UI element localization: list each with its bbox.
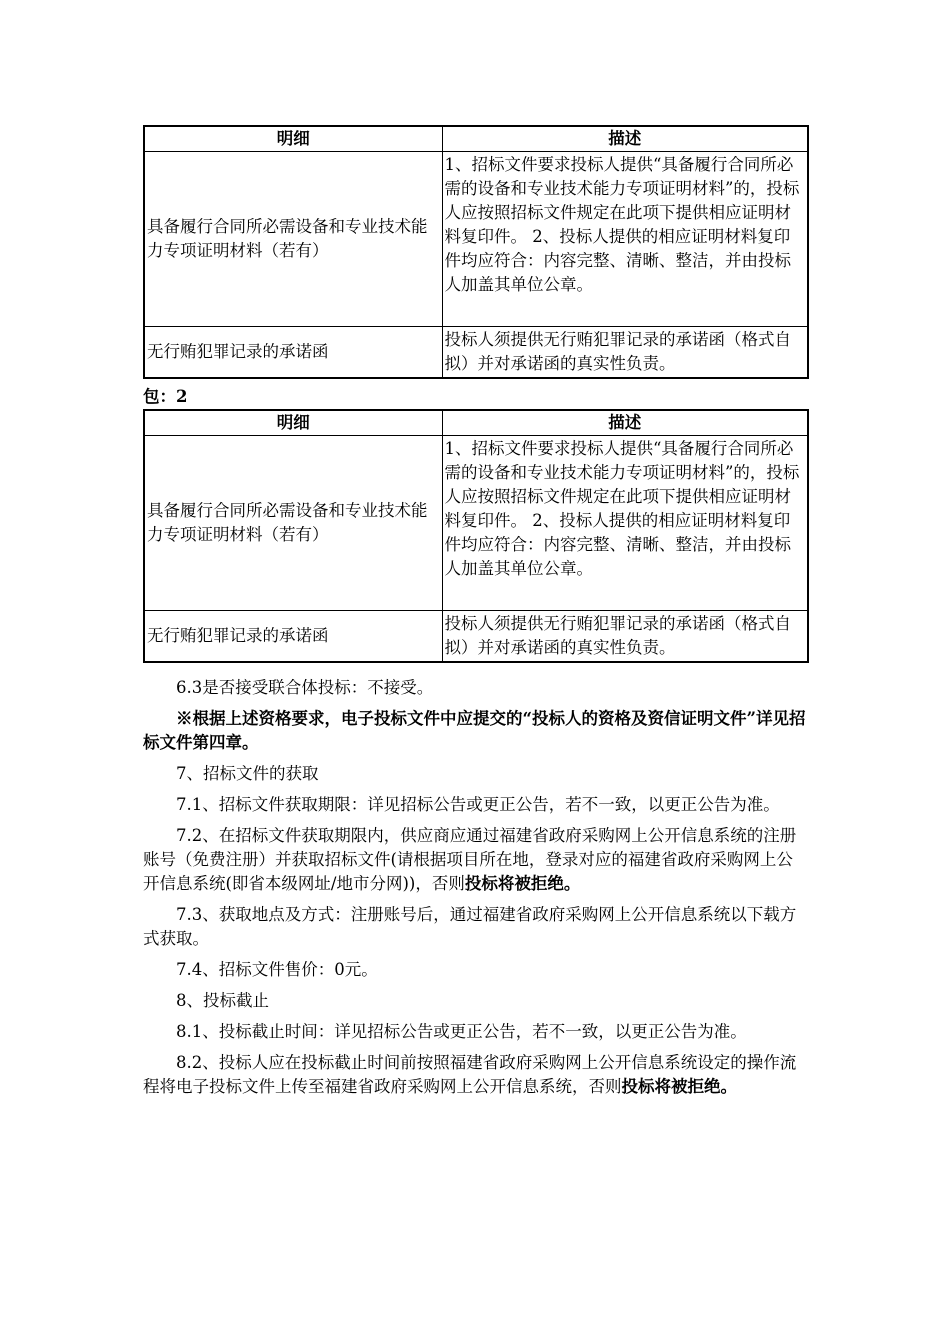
clause-7-2-text: 7.2、在招标文件获取期限内，供应商应通过福建省政府采购网上公开信息系统的注册账号（免费注册）并获取招标文件(请根据项目所在地，登录对应的福建省政府采购网上公开信息系统(即省本级网址/地市分网))，否则 [143,826,797,893]
clause-7-4: 7.4、招标文件售价：0元。 [176,960,378,979]
clause-7-2-emphasis: 投标将被拒绝。 [464,874,581,893]
clause-7-2 [143,824,807,896]
consortium-clause: 6.3是否接受联合体投标：不接受。 [176,678,434,697]
table-row [144,327,808,379]
section-7-heading: 7、招标文件的获取 [176,764,319,783]
table-row [144,611,808,663]
clause-8-2-text: 8.2、投标人应在投标截止时间前按照福建省政府采购网上公开信息系统设定的操作流程将电子投标文件上传至福建省政府采购网上公开信息系统，否则 [143,1053,797,1096]
table-row [144,436,808,611]
header-description: 描述 [442,126,808,152]
clause-8-1: 8.1、投标截止时间：详见招标公告或更正公告，若不一致，以更正公告为准。 [176,1022,747,1041]
document-body [143,676,807,1106]
table-row [144,152,808,327]
table-header-row [144,410,808,436]
qualification-table-1 [143,125,809,379]
package-label: 包：2 [143,387,188,406]
clause-8-2 [143,1051,807,1099]
row-label: 具备履行合同所必需设备和专业技术能力专项证明材料（若有） [144,152,442,327]
clause-8-2-emphasis: 投标将被拒绝。 [621,1077,737,1096]
row-description: 投标人须提供无行贿犯罪记录的承诺函（格式自拟）并对承诺函的真实性负责。 [442,611,808,663]
header-detail: 明细 [144,410,442,436]
row-label: 无行贿犯罪记录的承诺函 [144,611,442,663]
header-detail: 明细 [144,126,442,152]
row-description: 投标人须提供无行贿犯罪记录的承诺函（格式自拟）并对承诺函的真实性负责。 [442,327,808,379]
header-description: 描述 [442,410,808,436]
qualification-table-2 [143,409,809,663]
section-8-heading: 8、投标截止 [176,991,269,1010]
row-description: 1、招标文件要求投标人提供“具备履行合同所必需的设备和专业技术能力专项证明材料”的，投标人应按照招标文件规定在此项下提供相应证明材料复印件。 2、投标人提供的相应证明材料复印件均应符合：内容完整、清晰、整洁，并由投标人加盖其单位公章。 [442,436,808,611]
clause-7-1: 7.1、招标文件获取期限：详见招标公告或更正公告，若不一致，以更正公告为准。 [176,795,780,814]
row-label: 无行贿犯罪记录的承诺函 [144,327,442,379]
row-label: 具备履行合同所必需设备和专业技术能力专项证明材料（若有） [144,436,442,611]
clause-7-3: 7.3、获取地点及方式：注册账号后，通过福建省政府采购网上公开信息系统以下载方式获取。 [143,905,797,948]
row-description: 1、招标文件要求投标人提供“具备履行合同所必需的设备和专业技术能力专项证明材料”的，投标人应按照招标文件规定在此项下提供相应证明材料复印件。 2、投标人提供的相应证明材料复印件均应符合：内容完整、清晰、整洁，并由投标人加盖其单位公章。 [442,152,808,327]
table-header-row [144,126,808,152]
qualification-note: ※根据上述资格要求，电子投标文件中应提交的“投标人的资格及资信证明文件”详见招标文件第四章。 [143,709,806,752]
